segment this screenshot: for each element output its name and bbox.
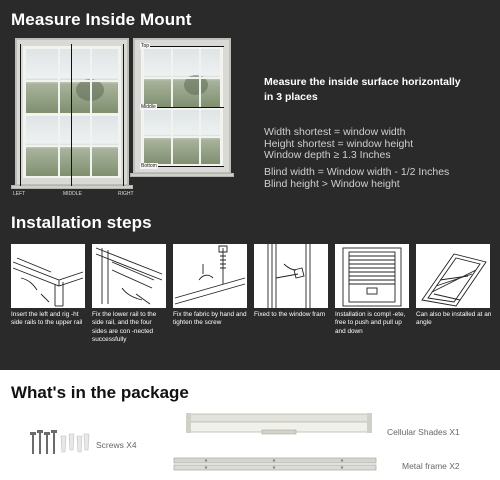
- window-frame: [23, 46, 121, 178]
- measure-line-right: [123, 44, 124, 186]
- window-pane-lower: [26, 116, 118, 176]
- window-pane-lower: [144, 110, 220, 164]
- measure-line-middle: [71, 44, 72, 186]
- step-6-image: [416, 244, 490, 308]
- completed-shade-illustration: [335, 244, 409, 308]
- window-pane-upper: [26, 49, 118, 113]
- step-3-image: [173, 244, 247, 308]
- step-5-image: [335, 244, 409, 308]
- measure-line-left: [20, 44, 21, 186]
- measure-rules-2: [264, 167, 449, 190]
- measure-line-top: [140, 46, 224, 47]
- rule-depth: Window depth ≥ 1.3 Inches: [264, 149, 391, 161]
- window-fix-illustration: [254, 244, 328, 308]
- label-middle: MIDDLE: [63, 191, 82, 197]
- step-1-caption: Insert the left and rig -ht side rails to the upper rail: [11, 311, 83, 327]
- rule-width: Width shortest = window width: [264, 126, 406, 138]
- label-top: Top: [141, 43, 150, 49]
- step-4-caption: Fixed to the window fram: [254, 311, 326, 318]
- screws-label: Screws X4: [96, 440, 137, 450]
- step-3-caption: Fix the fabric by hand and tighten the screw: [173, 311, 247, 327]
- step-1-image: [11, 244, 85, 308]
- measure-title: Measure Inside Mount: [11, 10, 192, 29]
- measure-rules-1: [264, 127, 413, 162]
- rail-insert-illustration: [11, 244, 85, 308]
- step-2-image: [92, 244, 166, 308]
- window-sill: [130, 173, 234, 177]
- angled-install-illustration: [416, 244, 490, 308]
- frame-label: Metal frame X2: [402, 461, 460, 471]
- label-right: RIGHT: [118, 191, 134, 197]
- install-title: Installation steps: [11, 213, 152, 232]
- step-6-caption: Can also be installed at an angle: [416, 311, 492, 327]
- package-title: What's in the package: [11, 383, 189, 402]
- fabric-screw-illustration: [173, 244, 247, 308]
- step-2-caption: Fix the lower rail to the side rail, and the four sides are con -nected successfully: [92, 311, 157, 344]
- package-section: [0, 370, 500, 480]
- rule-blind-width: Blind width = Window width - 1/2 Inches: [264, 166, 450, 178]
- window-sill: [11, 185, 133, 189]
- shades-label: Cellular Shades X1: [387, 427, 460, 437]
- label-left: LEFT: [13, 191, 26, 197]
- step-5-caption: Installation is compl -ete, free to push and pull up and down: [335, 311, 406, 335]
- window-diagram-width: [15, 38, 129, 186]
- lower-rail-illustration: [92, 244, 166, 308]
- rule-blind-height: Blind height > Window height: [264, 177, 400, 190]
- step-4-image: [254, 244, 328, 308]
- label-mid: Middle: [141, 104, 156, 110]
- screws-icon: [30, 428, 90, 458]
- measure-headline: Measure the inside surface horizontally in 3 places: [264, 76, 461, 103]
- cellular-shade-icon: [186, 412, 372, 438]
- metal-frame-icon: [172, 456, 378, 474]
- label-bottom: Bottom: [141, 163, 157, 169]
- rule-height: Height shortest = window height: [264, 137, 414, 150]
- window-pane-upper: [144, 49, 220, 107]
